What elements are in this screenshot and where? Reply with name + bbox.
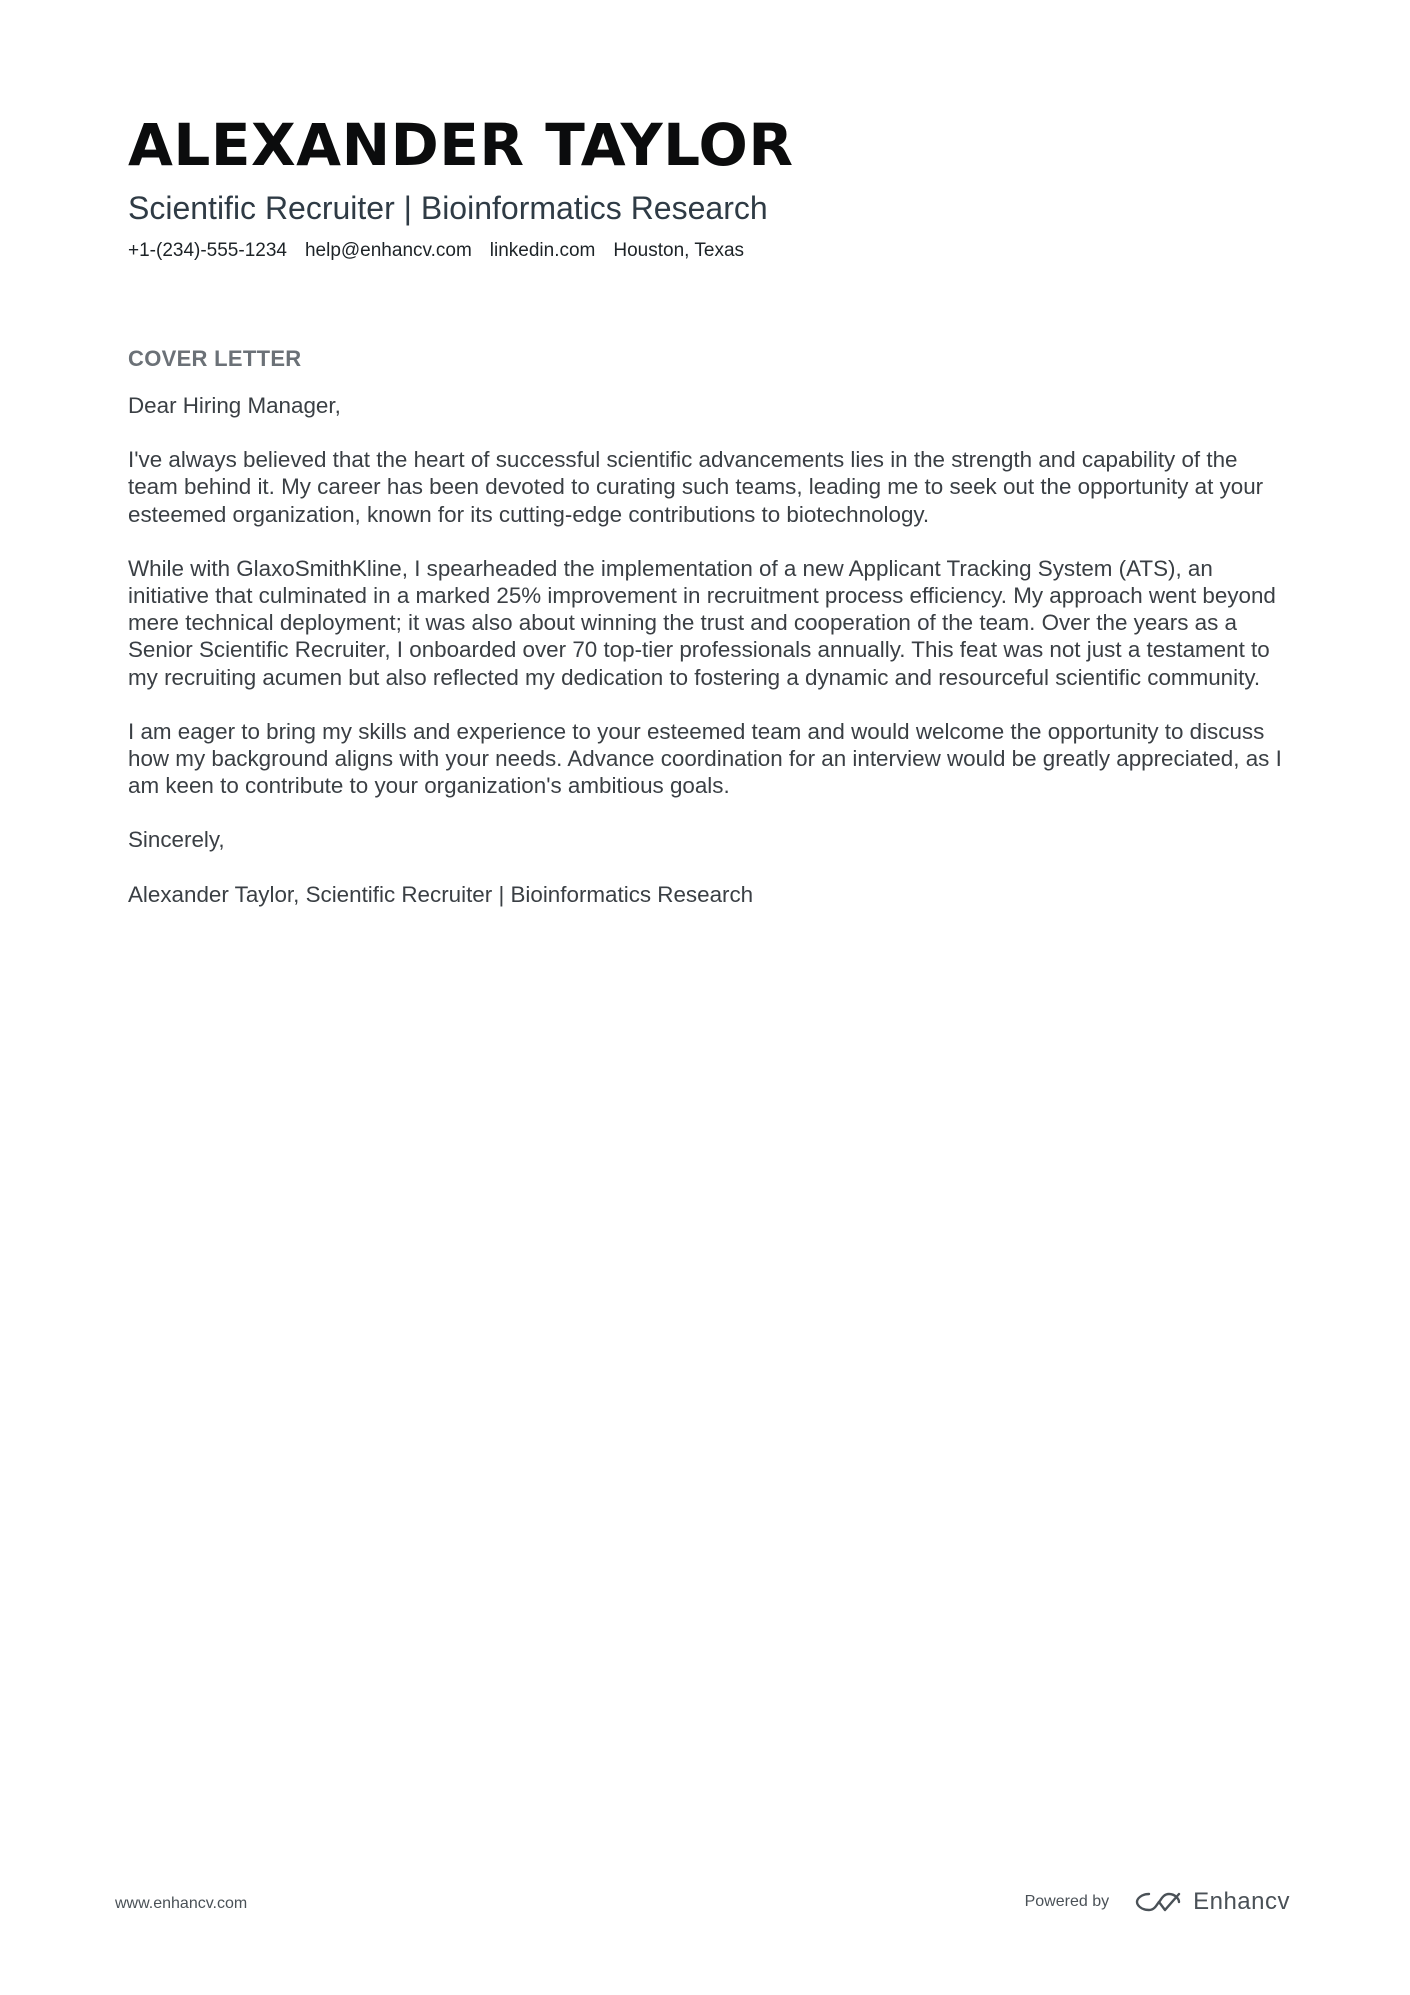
contact-phone: +1-(234)-555-1234 — [128, 240, 287, 261]
brand-logo — [1135, 1888, 1290, 1916]
enhancv-logo-icon — [1135, 1890, 1181, 1914]
contact-info — [128, 238, 1288, 264]
footer-website: www.enhancv.com — [115, 1895, 248, 1912]
contact-email: help@enhancv.com — [304, 240, 472, 261]
candidate-title: Scientific Recruiter | Bioinformatics Research — [128, 190, 768, 226]
letter-paragraph: While with GlaxoSmithKline, I spearheaded the implementation of a new Applicant Tracking System (ATS), an initiative that culminated in a marked 25% improvement in recruitment process efficiency. My approach went beyond mere technical deployment; it was also about winning the trust and cooperation of the team. Over the years as a Senior Scientific Recruiter, I onboarded over 70 top-tier professionals annually. This feat was not just a testament to my recruiting acumen but also reflected my dedication to fostering a dynamic and resourceful scientific community. — [128, 555, 1276, 690]
letter-paragraph: I've always believed that the heart of successful scientific advancements lies in the strength and capability of the team behind it. My career has been devoted to curating such teams, leading me to seek out the opportunity at your esteemed organization, known for its cutting-edge contributions to biotechnology. — [128, 447, 1264, 527]
brand-name: Enhancv — [1193, 1888, 1290, 1915]
letter-paragraph: I am eager to bring my skills and experience to your esteemed team and would welcome the opportunity to discuss how my background aligns with your needs. Advance coordination for an interview would be greatly appreciated, as I am keen to contribute to your organization's ambitious goals. — [128, 718, 1282, 799]
letter-body — [128, 344, 1288, 935]
candidate-name: ALEXANDER TAYLOR — [128, 111, 794, 179]
section-heading: COVER LETTER — [128, 346, 302, 371]
letter-signature: Alexander Taylor, Scientific Recruiter | Bioinformatics Research — [128, 881, 754, 907]
contact-location: Houston, Texas — [613, 240, 745, 261]
powered-by-label: Powered by — [1024, 1893, 1110, 1910]
footer-branding — [1025, 1888, 1290, 1916]
letter-closing: Sincerely, — [128, 827, 225, 853]
letter-greeting: Dear Hiring Manager, — [128, 393, 341, 418]
contact-linkedin: linkedin.com — [489, 240, 596, 261]
resume-header — [128, 108, 1288, 264]
